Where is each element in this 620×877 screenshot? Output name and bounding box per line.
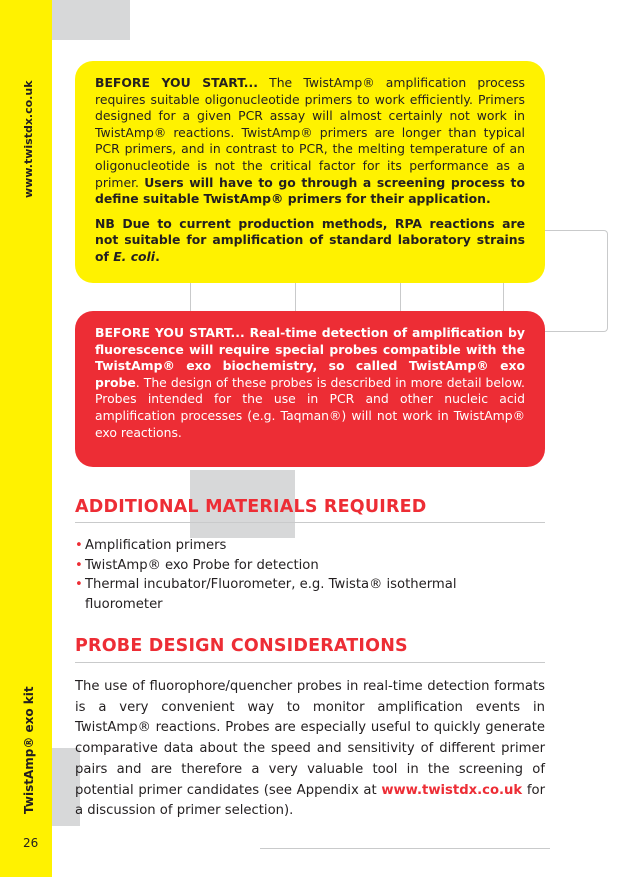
list-item [75, 556, 545, 576]
decor-line-materials [75, 522, 545, 523]
list-item-text: Thermal incubator/Fluorometer, e.g. Twista® isothermal fluorometer [85, 577, 457, 612]
decor-line-3 [400, 283, 401, 311]
decor-line-probe [75, 662, 545, 663]
ecoli-note-text: NB Due to current production methods, RPA reactions are not suitable for amplification of standard laboratory strains of [95, 215, 525, 264]
before-you-start-probes-box [75, 311, 545, 467]
probe-design-paragraph [75, 677, 545, 822]
materials-list [75, 536, 545, 614]
list-item [75, 575, 475, 614]
decor-grey-block-top [52, 0, 130, 40]
list-item-text: Amplification primers [85, 538, 227, 553]
bullet-dot: • [75, 538, 83, 553]
primers-note [95, 75, 525, 208]
probe-design-text: The use of fluorophore/quencher probes in real-time detection formats is a very convenient way to monitor amplification events in TwistAmp® reactions. Probes are especially useful to quickly generate comparative data about the speed and sensitivity of different primer pairs and are therefore a very valuable tool in the screening of potential primer candidates (see Appendix at [75, 679, 545, 798]
probe-design-heading: PROBE DESIGN CONSIDERATIONS [75, 636, 408, 656]
list-item-text: TwistAmp® exo Probe for detection [85, 557, 319, 573]
sidebar-url[interactable]: www.twistdx.co.uk [22, 80, 35, 198]
decor-line-4 [503, 283, 504, 311]
bullet-dot: • [75, 557, 83, 573]
primers-note-text: The TwistAmp® amplification process requires suitable oligonucleotide primers to work efficiently. Primers designed for a given PCR assay will almost certainly not work in TwistAmp® reactions. TwistAmp® primers are longer than typical PCR primers, and in contrast to PCR, the melting temperature of an oligonucleotide is not the critical factor for its performance as a primer. [95, 75, 526, 190]
ecoli-note-end: . [155, 248, 160, 264]
primers-note-lead: BEFORE YOU START... [95, 75, 258, 90]
ecoli-note-italic: E. coli [113, 248, 156, 264]
appendix-link[interactable]: www.twistdx.co.uk [381, 782, 523, 798]
materials-heading: ADDITIONAL MATERIALS REQUIRED [75, 497, 427, 517]
probes-note-lead: BEFORE YOU START... Real-time detection of amplification by fluorescence will require special probes compatible with the TwistAmp® exo biochemistry, so called TwistAmp® exo probe [95, 325, 525, 390]
bullet-dot: • [75, 577, 83, 592]
probes-note-text: . The design of these probes is described in more detail below. Probes intended for the use in PCR and other nucleic acid amplification processes (e.g. Taqman®) will not work in TwistAmp® exo reactions. [95, 374, 525, 440]
primers-note-emphasis: Users will have to go through a screening process to define suitable TwistAmp® primers for their application. [95, 174, 525, 207]
decor-connector-right [545, 230, 608, 332]
sidebar-url-wrap [22, 58, 36, 198]
before-you-start-primers-box [75, 61, 545, 283]
page-number: 26 [23, 836, 39, 850]
decor-line-1 [190, 283, 191, 311]
sidebar [0, 0, 52, 877]
list-item [75, 536, 545, 556]
ecoli-note [95, 216, 525, 266]
decor-line-bottom [260, 848, 550, 849]
decor-line-2 [295, 283, 296, 311]
sidebar-kit-wrap [22, 666, 36, 814]
sidebar-kit-name: TwistAmp® exo kit [22, 686, 36, 814]
probe-design-text-end: for a discussion of primer selection). [75, 782, 545, 819]
probes-note [95, 325, 525, 441]
